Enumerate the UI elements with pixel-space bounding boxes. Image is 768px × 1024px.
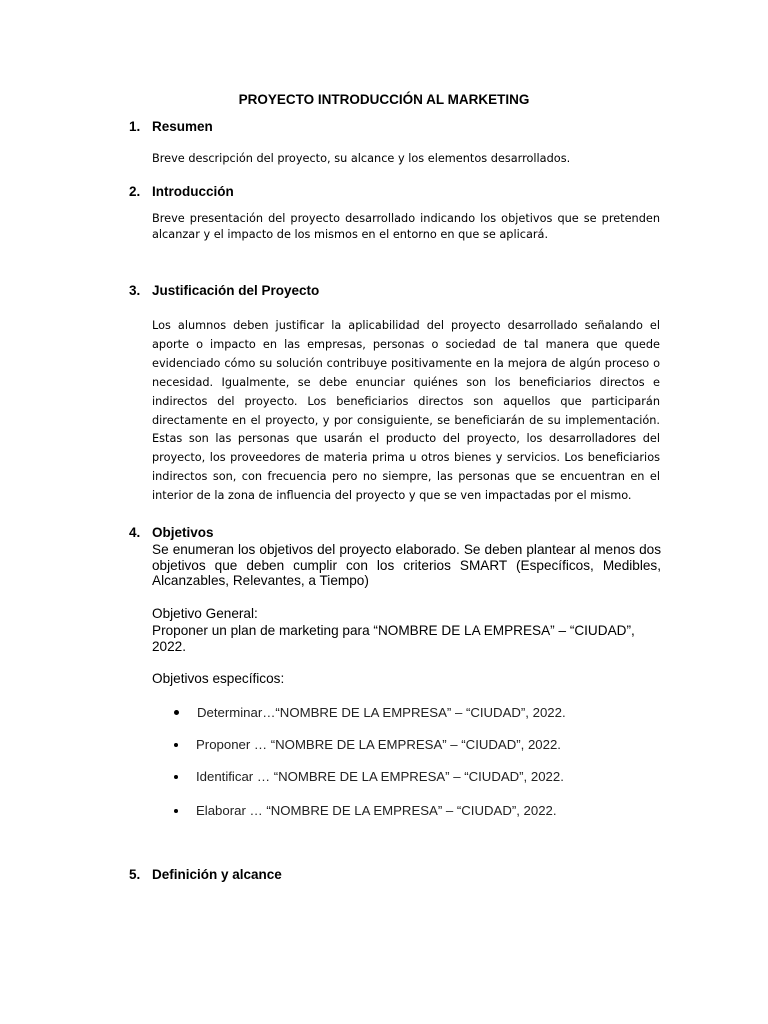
resumen-paragraph: Breve descripción del proyecto, su alcance y los elementos desarrollados.	[152, 152, 571, 165]
bullet-icon	[174, 809, 178, 813]
objetivo-general-label: Objetivo General:	[152, 606, 258, 621]
list-item	[174, 803, 557, 818]
section-heading-introduccion	[129, 184, 234, 199]
section-number: 5.	[129, 867, 141, 882]
justificacion-paragraph: Los alumnos deben justificar la aplicabilidad del proyecto desarrollado señalando el aporte o impacto en las empresas, personas o sociedad de tal manera que quede evidenciado cómo su solución contribuye positivamente en la mejora de algún proceso o necesidad. Igualmente, se debe enunciar quiénes son los beneficiarios directos e indirectos del proyecto. Los beneficiarios directos son aquellos que participarán directamente en el proyecto, y por consiguiente, se beneficiarán de su implementación. Estas son las personas que usarán el producto del proyecto, los desarrolladores del proyecto, los proveedores de materia prima u otros bienes y servicios. Los beneficiarios indirectos son, con frecuencia pero no siempre, las personas que se encuentran en el interior de la zona de influencia del proyecto y que se ven impactadas por el mismo.	[152, 319, 660, 503]
introduccion-paragraph: Breve presentación del proyecto desarrollado indicando los objetivos que se pretenden alcanzar y el impacto de los mismos en el entorno en que se aplicará.	[152, 212, 660, 241]
section-title: Definición y alcance	[152, 867, 282, 882]
document-title: PROYECTO INTRODUCCIÓN AL MARKETING	[238, 92, 530, 107]
list-item	[174, 737, 561, 752]
bullet-icon	[174, 743, 178, 747]
section-title: Objetivos	[152, 525, 214, 540]
list-item	[174, 769, 564, 784]
list-item-text: Determinar…“NOMBRE DE LA EMPRESA” – “CIUDAD”, 2022.	[197, 705, 566, 720]
section-number: 2.	[129, 184, 141, 199]
bullet-icon	[174, 710, 179, 715]
section-number: 1.	[129, 119, 141, 134]
section-heading-objetivos	[129, 525, 214, 540]
section-title: Justificación del Proyecto	[152, 283, 320, 298]
section-number: 4.	[129, 525, 141, 540]
section-title: Introducción	[152, 184, 234, 199]
objetivos-especificos-label: Objetivos específicos:	[152, 671, 285, 686]
objetivos-intro-paragraph: Se enumeran los objetivos del proyecto elaborado. Se deben plantear al menos dos objetivos que deben cumplir con los criterios SMART (Específicos, Medibles, Alcanzables, Relevantes, a Tiempo)	[152, 542, 661, 588]
list-item-text: Proponer … “NOMBRE DE LA EMPRESA” – “CIUDAD”, 2022.	[196, 737, 561, 752]
section-title: Resumen	[152, 119, 213, 134]
section-heading-definicion	[129, 867, 282, 882]
section-number: 3.	[129, 283, 141, 298]
list-item-text: Elaborar … “NOMBRE DE LA EMPRESA” – “CIUDAD”, 2022.	[196, 803, 557, 818]
list-item	[174, 705, 566, 720]
section-heading-resumen	[129, 119, 213, 134]
bullet-icon	[174, 775, 178, 779]
objetivo-general-text: Proponer un plan de marketing para “NOMBRE DE LA EMPRESA” – “CIUDAD”, 2022.	[152, 623, 635, 654]
section-heading-justificacion	[129, 283, 319, 298]
list-item-text: Identificar … “NOMBRE DE LA EMPRESA” – “CIUDAD”, 2022.	[196, 769, 564, 784]
